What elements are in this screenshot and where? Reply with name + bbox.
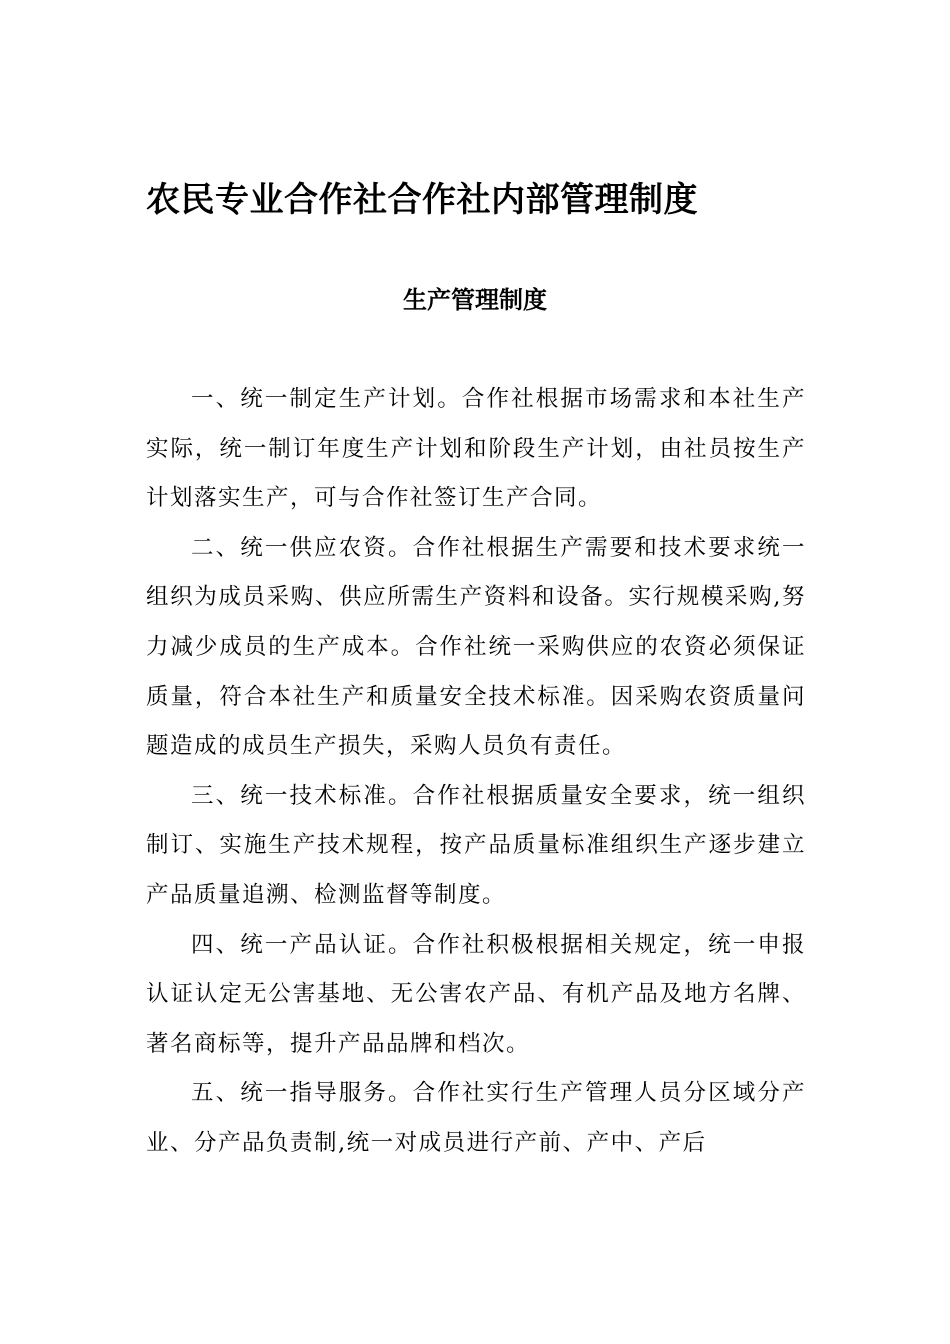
document-body [146,375,806,1169]
paragraph-1: 一、统一制定生产计划。合作社根据市场需求和本社生产实际，统一制订年度生产计划和阶段生产计划，由社员按生产计划落实生产，可与合作社签订生产合同。 [146,386,806,512]
document-title: 农民专业合作社合作社内部管理制度 [146,180,698,220]
paragraph-5: 五、统一指导服务。合作社实行生产管理人员分区域分产业、分产品负责制,统一对成员进行产前、产中、产后 [146,1080,806,1156]
paragraph-3: 三、统一技术标准。合作社根据质量安全要求，统一组织制订、实施生产技术规程，按产品质量标准组织生产逐步建立产品质量追溯、检测监督等制度。 [146,782,806,908]
paragraph-4: 四、统一产品认证。合作社积极根据相关规定，统一申报认证认定无公害基地、无公害农产品、有机产品及地方名牌、著名商标等，提升产品品牌和档次。 [146,931,806,1057]
paragraph-2: 二、统一供应农资。合作社根据生产需要和技术要求统一组织为成员采购、供应所需生产资料和设备。实行规模采购,努力减少成员的生产成本。合作社统一采购供应的农资必须保证质量，符合本社生产和质量安全技术标准。因采购农资质量问题造成的成员生产损失，采购人员负有责任。 [146,534,806,760]
section-title: 生产管理制度 [403,286,547,314]
